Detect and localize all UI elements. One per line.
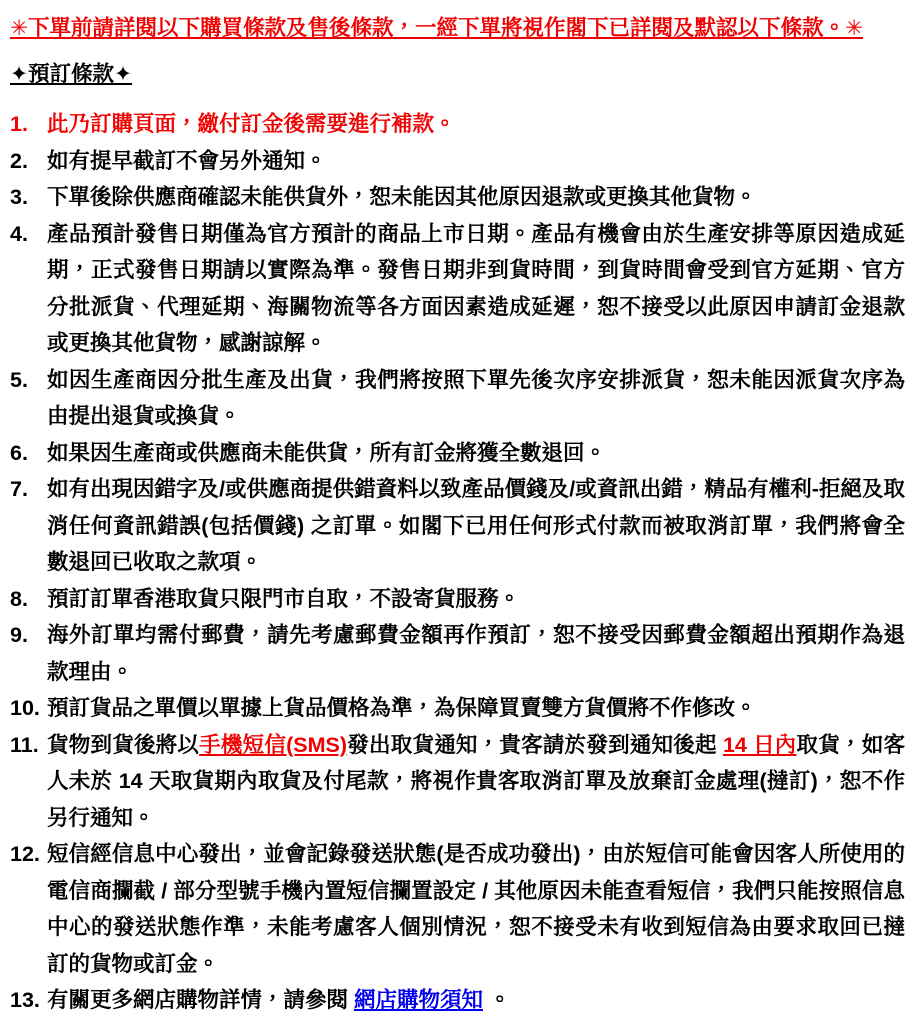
section-title: ✦預訂條款✦ — [10, 62, 133, 86]
term-text: 發出取貨通知，貴客請於發到通知後起 — [347, 732, 723, 757]
term-item — [10, 435, 905, 472]
term-item — [10, 143, 905, 180]
term-item — [10, 836, 905, 982]
term-text: 海外訂單均需付郵費，請先考慮郵費金額再作預訂，恕不接受因郵費金額超出預期作為退款理由。 — [47, 623, 905, 684]
terms-list — [10, 106, 905, 1019]
term-item — [10, 581, 905, 618]
term-text: 取貨，如客人未於 14 天取貨期內取貨及付尾款，將視作貴客取消訂單及放棄訂金處理(撻訂)，恕不作另行通知。 — [47, 732, 905, 830]
term-text: 短信經信息中心發出，並會記錄發送狀態(是否成功發出)，由於短信可能會因客人所使用的電信商攔截 / 部分型號手機內置短信攔置設定 / 其他原因未能查看短信，我們只能按照信息中心的發送狀態作準，未能考慮客人個別情況，恕不接受未有收到短信為由要求取回已撻訂的貨物或訂金。 — [47, 842, 905, 976]
term-item — [10, 179, 905, 216]
term-item — [10, 727, 905, 837]
sms-highlight: 手機短信(SMS) — [199, 732, 348, 757]
term-item — [10, 617, 905, 690]
term-item — [10, 982, 905, 1019]
term-text: 有關更多網店購物詳情，請參閱 — [47, 988, 354, 1012]
term-text: 如果因生產商或供應商未能供貨，所有訂金將獲全數退回。 — [47, 440, 607, 465]
term-text: 下單後除供應商確認未能供貨外，恕未能因其他原因退款或更換其他貨物。 — [47, 185, 757, 209]
shop-guide-link[interactable]: 網店購物須知 — [353, 988, 483, 1012]
term-item — [10, 690, 905, 727]
term-text: 預訂貨品之單價以單據上貨品價格為準，為保障買賣雙方貨價將不作修改。 — [47, 696, 757, 720]
term-item — [10, 106, 905, 143]
term-item — [10, 471, 905, 581]
term-text: 此乃訂購頁面，繳付訂金後需要進行補款。 — [47, 112, 456, 136]
term-text: 。 — [483, 988, 511, 1012]
term-text: 如因生產商因分批生產及出貨，我們將按照下單先後次序安排派貨，恕未能因派貨次序為由提出退貨或換貨。 — [47, 367, 905, 428]
term-text: 貨物到貨後將以 — [47, 732, 200, 757]
term-text: 預訂訂單香港取貨只限門市自取，不設寄貨服務。 — [47, 586, 521, 611]
term-text: 產品預計發售日期僅為官方預計的商品上市日期。產品有機會由於生產安排等原因造成延期，正式發售日期請以實際為準。發售日期非到貨時間，到貨時間會受到官方延期、官方分批派貨、代理延期、海關物流等各方面因素造成延遲，恕不接受以此原因申請訂金退款或更換其他貨物，感謝諒解。 — [47, 221, 905, 355]
term-text: 如有提早截訂不會另外通知。 — [47, 148, 327, 173]
deadline-highlight: 14 日內 — [722, 732, 797, 757]
term-item — [10, 216, 905, 362]
term-item — [10, 362, 905, 435]
term-text: 如有出現因錯字及/或供應商提供錯資料以致產品價錢及/或資訊出錯，精品有權利-拒絕及取消任何資訊錯誤(包括價錢) 之訂單。如閣下已用任何形式付款而被取消訂單，我們將會全數退回已收取之款項。 — [47, 477, 905, 574]
pre-order-notice: ✳下單前請詳閱以下購買條款及售後條款，一經下單將視作閣下已詳閱及默認以下條款。✳ — [10, 16, 864, 40]
